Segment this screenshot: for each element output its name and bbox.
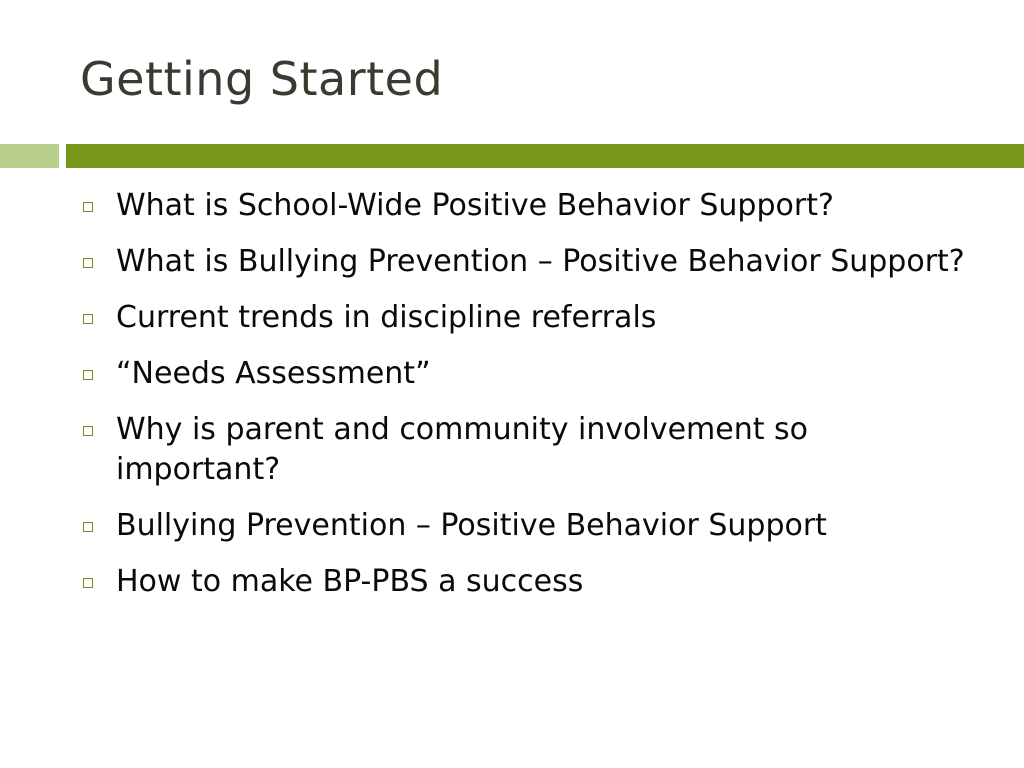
bullet-item: [80, 410, 980, 490]
bullet-item: [80, 298, 980, 338]
square-bullet-icon: [83, 522, 93, 532]
bullet-item: [80, 562, 980, 602]
bullet-item: [80, 506, 980, 546]
bullet-item: [80, 242, 980, 282]
square-bullet-icon: [83, 578, 93, 588]
bullet-item: [80, 186, 980, 226]
square-bullet-icon: [83, 258, 93, 268]
square-bullet-icon: [83, 202, 93, 212]
bullet-text: “Needs Assessment”: [116, 356, 431, 391]
square-bullet-icon: [83, 370, 93, 380]
bullet-text: How to make BP-PBS a success: [116, 564, 584, 599]
square-bullet-icon: [83, 314, 93, 324]
square-bullet-icon: [83, 426, 93, 436]
bullet-text: Why is parent and community involvement so important?: [116, 412, 809, 487]
bullet-item: [80, 354, 980, 394]
bullet-text: Bullying Prevention – Positive Behavior Support: [116, 508, 827, 543]
accent-bar-light: [0, 144, 59, 168]
bullet-text: What is Bullying Prevention – Positive Behavior Support?: [116, 244, 965, 279]
bullet-text: What is School-Wide Positive Behavior Support?: [116, 188, 834, 223]
bullet-list: [80, 186, 980, 618]
accent-bar-dark: [66, 144, 1024, 168]
slide-title: Getting Started: [80, 52, 444, 106]
bullet-text: Current trends in discipline referrals: [116, 300, 657, 335]
